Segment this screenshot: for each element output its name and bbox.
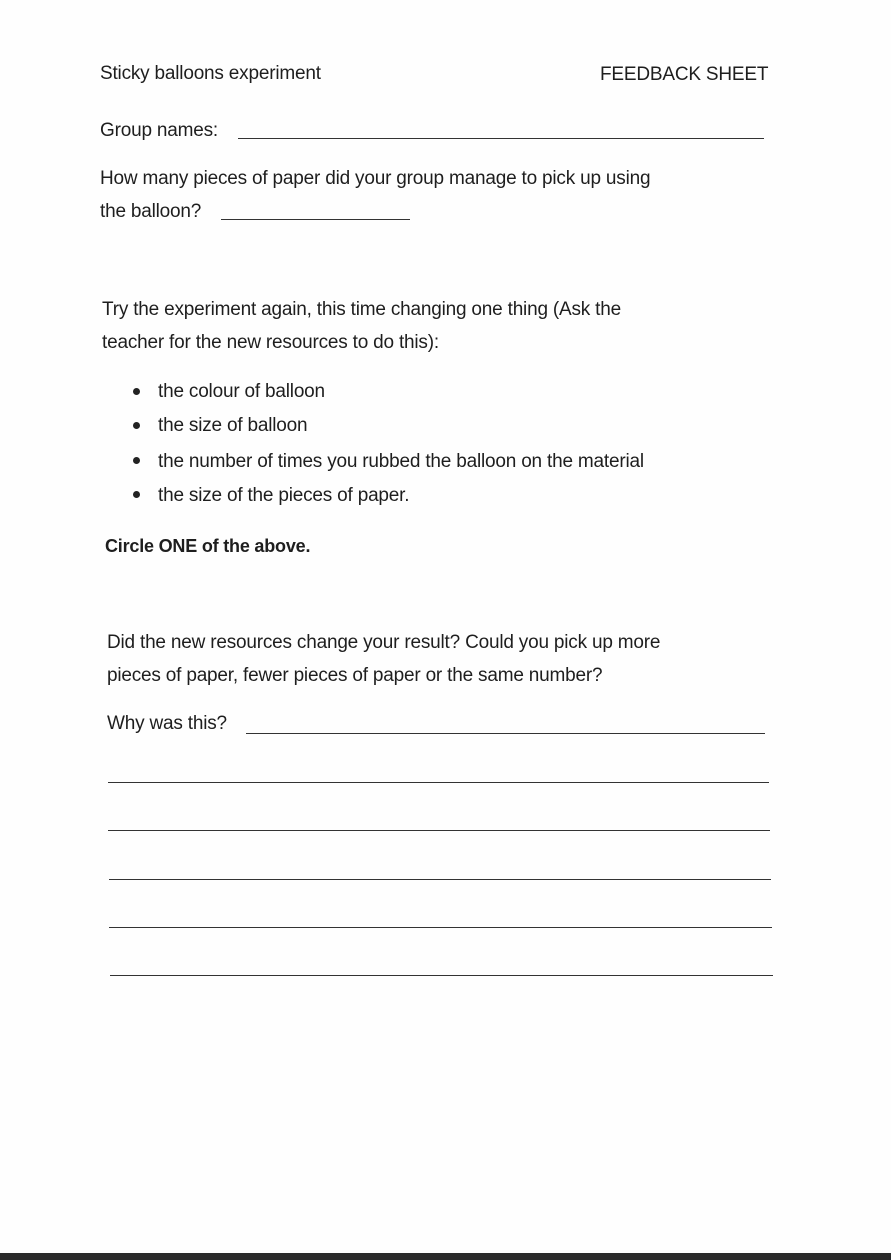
worksheet-title: Sticky balloons experiment <box>100 63 321 84</box>
sheet-type-label: FEEDBACK SHEET <box>600 64 769 85</box>
option-label: the colour of balloon <box>158 381 325 402</box>
answer-line[interactable] <box>110 975 773 976</box>
option-label: the number of times you rubbed the balloon on the material <box>158 451 644 472</box>
circle-instruction: Circle ONE of the above. <box>105 536 311 556</box>
instructions-line2: teacher for the new resources to do this): <box>102 332 439 353</box>
bullet-icon <box>133 388 140 395</box>
answer-line[interactable] <box>108 782 769 783</box>
question2-line2: pieces of paper, fewer pieces of paper or the same number? <box>107 665 603 686</box>
question1-line1: How many pieces of paper did your group manage to pick up using <box>100 168 651 189</box>
answer-line[interactable] <box>108 830 770 831</box>
bullet-icon <box>133 422 140 429</box>
answer-line[interactable] <box>109 927 772 928</box>
answer-line[interactable] <box>109 879 771 880</box>
question1-line2: the balloon? <box>100 201 202 222</box>
scan-border <box>0 1253 891 1260</box>
option-label: the size of balloon <box>158 415 308 436</box>
question2-line1: Did the new resources change your result? Could you pick up more <box>107 632 661 653</box>
why-answer-field[interactable] <box>246 733 765 734</box>
why-label: Why was this? <box>107 713 227 734</box>
option-label: the size of the pieces of paper. <box>158 485 410 506</box>
instructions-line1: Try the experiment again, this time changing one thing (Ask the <box>102 299 621 320</box>
group-names-label: Group names: <box>100 120 218 141</box>
bullet-icon <box>133 491 140 498</box>
question1-answer-field[interactable] <box>221 219 410 220</box>
bullet-icon <box>133 457 140 464</box>
group-names-field[interactable] <box>238 138 764 139</box>
